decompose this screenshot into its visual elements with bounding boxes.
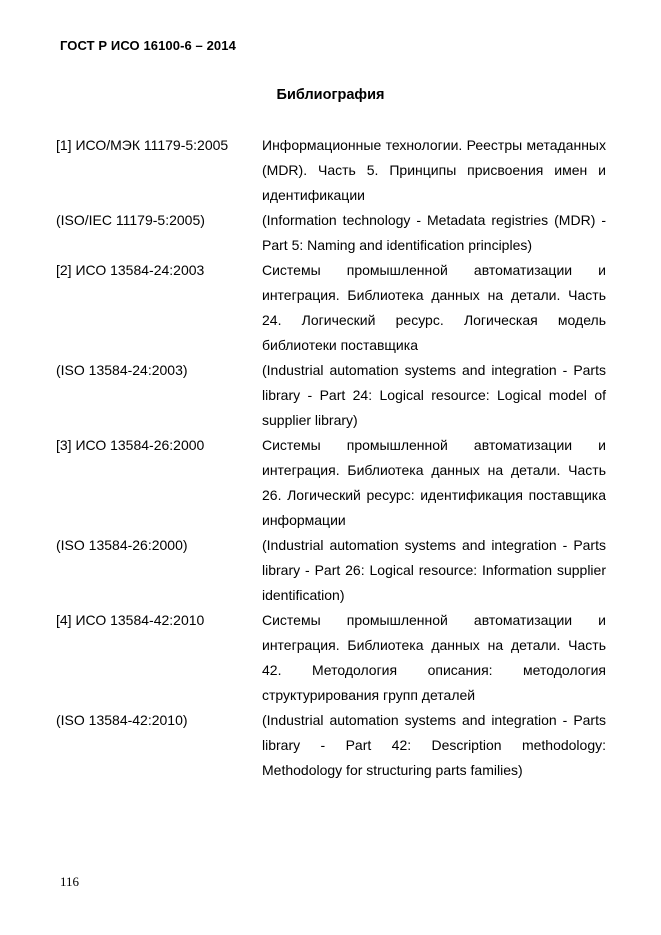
bibliography-entry	[56, 258, 606, 358]
reference-id: (ISO/IEC 11179-5:2005)	[56, 212, 205, 228]
bibliography-entry	[56, 358, 606, 433]
reference-text: Системы промышленной автоматизации и интеграция. Библиотека данных на детали. Часть 42. Методология описания: методология структурирования групп деталей	[262, 612, 606, 703]
page-number: 116	[60, 874, 80, 889]
bibliography-entry	[56, 133, 606, 208]
reference-id: [1] ИСО/МЭК 11179-5:2005	[56, 137, 229, 153]
bibliography-entry	[56, 433, 606, 533]
reference-text: Системы промышленной автоматизации и интеграция. Библиотека данных на детали. Часть 26. Логический ресурс: идентификация поставщика информации	[262, 437, 606, 528]
bibliography-entry	[56, 533, 606, 608]
bibliography-entry	[56, 208, 606, 258]
reference-id: (ISO 13584-24:2003)	[56, 362, 188, 378]
document-header: ГОСТ Р ИСО 16100-6 – 2014	[60, 38, 236, 53]
reference-id: (ISO 13584-42:2010)	[56, 712, 188, 728]
bibliography-entry	[56, 608, 606, 708]
reference-text: (Industrial automation systems and integration - Parts library - Part 26: Logical resource: Information supplier identification)	[262, 537, 606, 603]
reference-id: [4] ИСО 13584-42:2010	[56, 612, 205, 628]
reference-text: Системы промышленной автоматизации и интеграция. Библиотека данных на детали. Часть 24. Логический ресурс. Логическая модель библиотеки поставщика	[262, 262, 606, 353]
page-title: Библиография	[276, 87, 385, 103]
bibliography-entry	[56, 708, 606, 783]
reference-text: (Information technology - Metadata registries (MDR) - Part 5: Naming and identification principles)	[262, 212, 606, 253]
bibliography-list	[56, 133, 606, 783]
reference-id: [3] ИСО 13584-26:2000	[56, 437, 205, 453]
reference-text: Информационные технологии. Реестры метаданных (MDR). Часть 5. Принципы присвоения имен и идентификации	[262, 137, 606, 203]
reference-id: (ISO 13584-26:2000)	[56, 537, 188, 553]
reference-text: (Industrial automation systems and integration - Parts library - Part 42: Description methodology: Methodology for structuring parts families)	[262, 712, 606, 778]
reference-id: [2] ИСО 13584-24:2003	[56, 262, 205, 278]
reference-text: (Industrial automation systems and integration - Parts library - Part 24: Logical resource: Logical model of supplier library)	[262, 362, 606, 428]
